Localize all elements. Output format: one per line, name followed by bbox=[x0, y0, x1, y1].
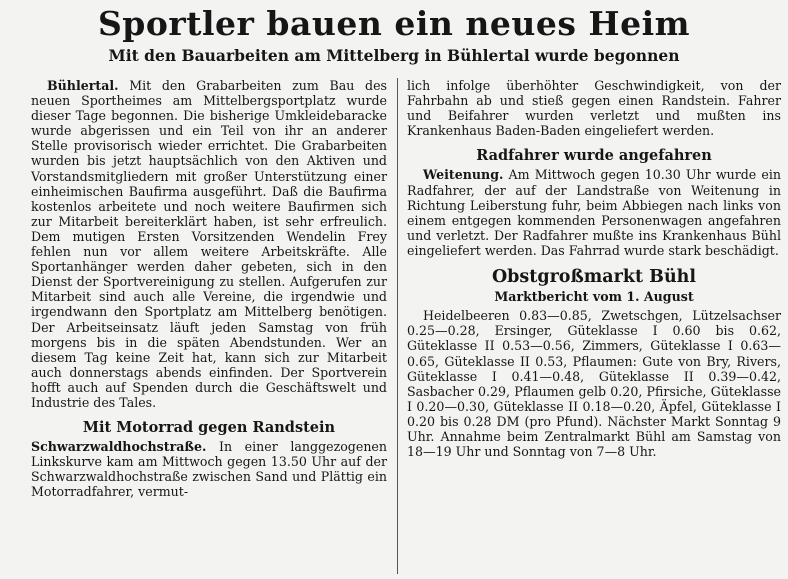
dateline-weitenung: Weitenung. bbox=[423, 167, 504, 183]
article-motorrad-part2: lich infolge überhöhter Geschwindigkeit, von der Fahrbahn ab und stieß gegen einen Randstein. Fahrer und Beifahrer wurden verletzt und mußten ins Krankenhaus Baden-Baden eingeliefert werden. bbox=[407, 78, 781, 139]
article-obstmarkt-title: Obstgroßmarkt Bühl bbox=[491, 267, 697, 288]
headline: Sportler bauen ein neues Heim bbox=[97, 4, 691, 43]
left-column bbox=[31, 78, 387, 500]
right-column bbox=[407, 78, 781, 459]
subheadline: Mit den Bauarbeiten am Mittelberg in Bühlertal wurde begonnen bbox=[108, 46, 680, 65]
article-motorrad-title: Mit Motorrad gegen Randstein bbox=[82, 419, 336, 437]
article-motorrad-part1 bbox=[31, 439, 387, 499]
article-obstmarkt-body: Heidelbeeren 0.83—0.85, Zwetschgen, Lützelsachser 0.25—0.28, Ersinger, Güteklasse I 0.60 bis 0.62, Güteklasse II 0.53—0.56, Zimmers, Güteklasse I 0.63—0.65, Güteklasse II 0.53, Pflaumen: Gute von Bry, Rivers, Güteklasse I 0.41—0.48, Güteklasse II 0.39—0.42, Sasbacher 0.29, Pflaumen gelb 0.20, Pfirsiche, Güteklasse I 0.20—0.30, Güteklasse II 0.18—0.20, Äpfel, Güteklasse I 0.20 bis 0.28 DM (pro Pfund). Nächster Markt Sonntag 9 Uhr. Annahme beim Zentralmarkt Bühl am Samstag von 18—19 Uhr und Sonntag von 7—8 Uhr. bbox=[407, 308, 781, 460]
dateline-schwarzwaldhochstrasse: Schwarzwaldhochstraße. bbox=[31, 439, 207, 455]
article-obstmarkt-subtitle: Marktbericht vom 1. August bbox=[494, 289, 694, 305]
article-radfahrer bbox=[407, 167, 781, 258]
article-motorrad-body-left: In einer langgezogenen Linkskurve kam am Mittwoch gegen 13.50 Uhr auf der Schwarzwaldhochstraße zwischen Sand und Plättig ein Motorradfahrer, vermut- bbox=[31, 439, 387, 500]
article-radfahrer-body: Am Mittwoch gegen 10.30 Uhr wurde ein Radfahrer, der auf der Landstraße von Weitenung in Richtung Leiberstung fuhr, beim Abbiegen nach links von einem entgegen kommenden Personenwagen angefahren und verletzt. Der Radfahrer mußte ins Krankenhaus Bühl eingeliefert werden. Das Fahrrad wurde stark beschädigt. bbox=[407, 167, 781, 258]
article-radfahrer-title: Radfahrer wurde angefahren bbox=[476, 147, 712, 165]
dateline-buehlertal: Bühlertal. bbox=[47, 78, 119, 93]
article-sportheim bbox=[31, 78, 387, 410]
column-divider bbox=[397, 78, 398, 574]
article-sportheim-body: Mit den Grabarbeiten zum Bau des neuen Sportheimes am Mittelbergsportplatz wurde dieser Tage begonnen. Die bisherige Umkleidebaracke wurde abgerissen und ein Teil von ihr an anderer Stelle provisorisch wieder errichtet. Die Grabarbeiten wurden bis jetzt hauptsächlich von den Aktiven und Vorstandsmitgliedern mit großer Unterstützung einer einheimischen Baufirma ausgeführt. Daß die Baufirma kostenlos arbeitete und noch weitere Baufirmen sich zur Mitarbeit bereiterklärt haben, ist sehr erfreulich. Dem mutigen Ersten Vorsitzenden Wendelin Frey fehlen nun vor allem weitere Arbeitskräfte. Alle Sportanhänger werden daher gebeten, sich in den Dienst der Sportvereinigung zu stellen. Aufgerufen zur Mitarbeit sind auch alle Vereine, die irgendwie und irgendwann den Sportplatz am Mittelberg benötigen. Der Arbeitseinsatz läuft jeden Samstag von früh morgens bis in die späten Abendstunden. Wer an diesem Tag keine Zeit hat, kann sich zur Mitarbeit auch donnerstags abends einfinden. Der Sportverein hofft auch auf Spenden durch die Geschäftswelt und Industrie des Tales. bbox=[31, 78, 387, 410]
